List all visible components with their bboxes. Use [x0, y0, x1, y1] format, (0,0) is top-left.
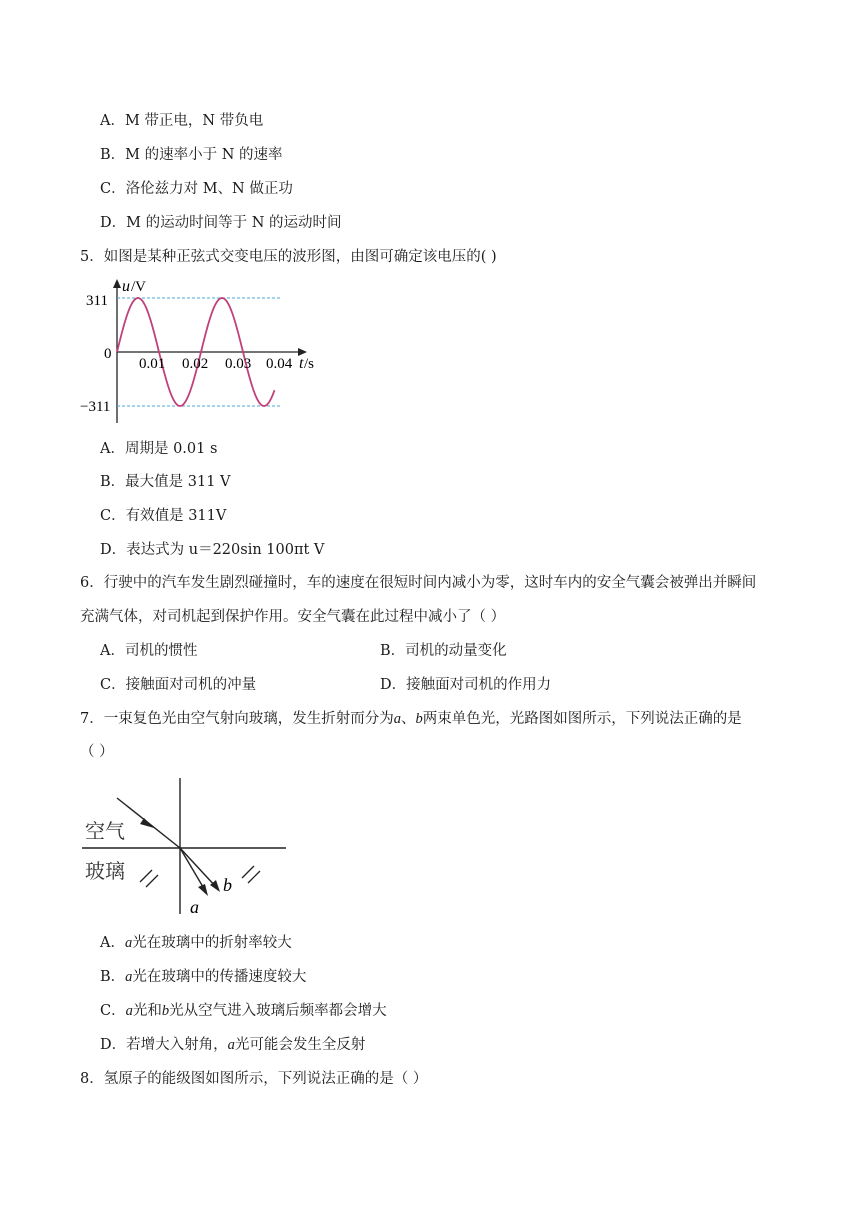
q7-stem-line1 — [80, 709, 742, 729]
x-label-unit: /s — [304, 356, 315, 372]
q7-stem-line2: （ ） — [80, 744, 114, 760]
x-tick-0.02: 0.02 — [182, 356, 209, 372]
q6-option-c: C．接触面对司机的冲量 — [100, 677, 257, 693]
x-label-var: t — [299, 355, 304, 372]
y-axis-arrow — [113, 279, 121, 288]
q7-option-c-var: a — [125, 1003, 133, 1019]
ray-b-label: b — [223, 875, 232, 895]
q6-option-a: A．司机的惯性 — [100, 643, 198, 659]
q7-option-d-text: 光可能会发生全反射 — [234, 1037, 366, 1053]
q7-stem-sep: 、 — [400, 711, 416, 727]
q7-stem-b: b — [415, 711, 423, 727]
q7-option-c-var2: b — [161, 1003, 170, 1019]
hatch-right-1 — [242, 866, 254, 878]
q4-option-a: A．M 带正电，N 带负电 — [100, 113, 264, 129]
q7-option-d-prefix: D．若增大入射角， — [100, 1037, 228, 1053]
q5-option-a: A．周期是 0.01 s — [100, 441, 218, 457]
q5-option-b: B．最大值是 311 V — [100, 474, 231, 490]
q7-option-d — [100, 1035, 365, 1055]
incident-arrow — [140, 818, 154, 828]
q7-stem-a: a — [393, 711, 401, 727]
q7-option-c — [100, 1001, 387, 1021]
q7-option-b-var: a — [125, 969, 133, 985]
q7-option-a-prefix: A． — [100, 935, 125, 951]
glass-label: 玻璃 — [85, 861, 125, 883]
y-tick-max: 311 — [86, 293, 108, 309]
hatch-left-2 — [146, 875, 158, 887]
q6-option-d: D．接触面对司机的作用力 — [380, 677, 552, 693]
q7-stem-post: 两束单色光，光路图如图所示，下列说法正确的是 — [422, 711, 742, 727]
x-tick-0.03: 0.03 — [225, 356, 252, 372]
q4-option-b: B．M 的速率小于 N 的速率 — [100, 147, 283, 163]
q7-option-c-text: 光从空气进入玻璃后频率都会增大 — [169, 1003, 387, 1019]
q7-option-b-prefix: B． — [100, 969, 126, 985]
q5-option-c: C．有效值是 311V — [100, 508, 227, 524]
q7-refraction-diagram — [82, 776, 292, 916]
y-tick-zero: 0 — [104, 346, 112, 362]
q7-option-c-mid: 光和 — [132, 1003, 162, 1019]
q7-option-a-var: a — [124, 935, 133, 951]
q5-waveform-chart — [80, 276, 340, 426]
q4-option-d: D．M 的运动时间等于 N 的运动时间 — [100, 215, 342, 231]
air-label: 空气 — [85, 821, 125, 843]
q7-option-d-var: a — [227, 1037, 235, 1053]
q7-option-a — [100, 933, 292, 953]
q6-option-b: B．司机的动量变化 — [380, 643, 507, 659]
q7-option-b-text: 光在玻璃中的传播速度较大 — [132, 969, 307, 985]
q7-option-a-text: 光在玻璃中的折射率较大 — [132, 935, 292, 951]
hatch-right-2 — [248, 871, 260, 883]
q6-stem-line1: 6．行驶中的汽车发生剧烈碰撞时，车的速度在很短时间内减小为零，这时车内的安全气囊会被弹出并瞬间 — [80, 575, 757, 591]
q6-stem-line2: 充满气体，对司机起到保护作用。安全气囊在此过程中减小了（ ） — [80, 609, 506, 625]
y-label-var: u — [122, 278, 130, 295]
q5-stem: 5．如图是某种正弦式交变电压的波形图，由图可确定该电压的( ) — [80, 249, 497, 265]
q5-option-d: D．表达式为 u＝220sin 100πt V — [100, 542, 325, 558]
q4-option-c: C．洛伦兹力对 M、N 做正功 — [100, 181, 293, 197]
x-tick-0.01: 0.01 — [139, 356, 166, 372]
ray-a-arrow — [198, 884, 208, 896]
q7-stem-pre: 7．一束复色光由空气射向玻璃，发生折射而分为 — [80, 711, 394, 727]
ray-b — [180, 848, 217, 888]
hatch-left-1 — [140, 870, 152, 882]
q8-stem: 8．氢原子的能级图如图所示，下列说法正确的是（ ） — [80, 1071, 428, 1087]
q7-option-b — [100, 967, 306, 987]
q7-option-c-prefix: C． — [100, 1003, 126, 1019]
y-tick-min: −311 — [80, 399, 111, 415]
y-label-unit: /V — [131, 279, 146, 295]
x-tick-0.04: 0.04 — [266, 356, 293, 372]
ray-a-label: a — [190, 897, 199, 916]
